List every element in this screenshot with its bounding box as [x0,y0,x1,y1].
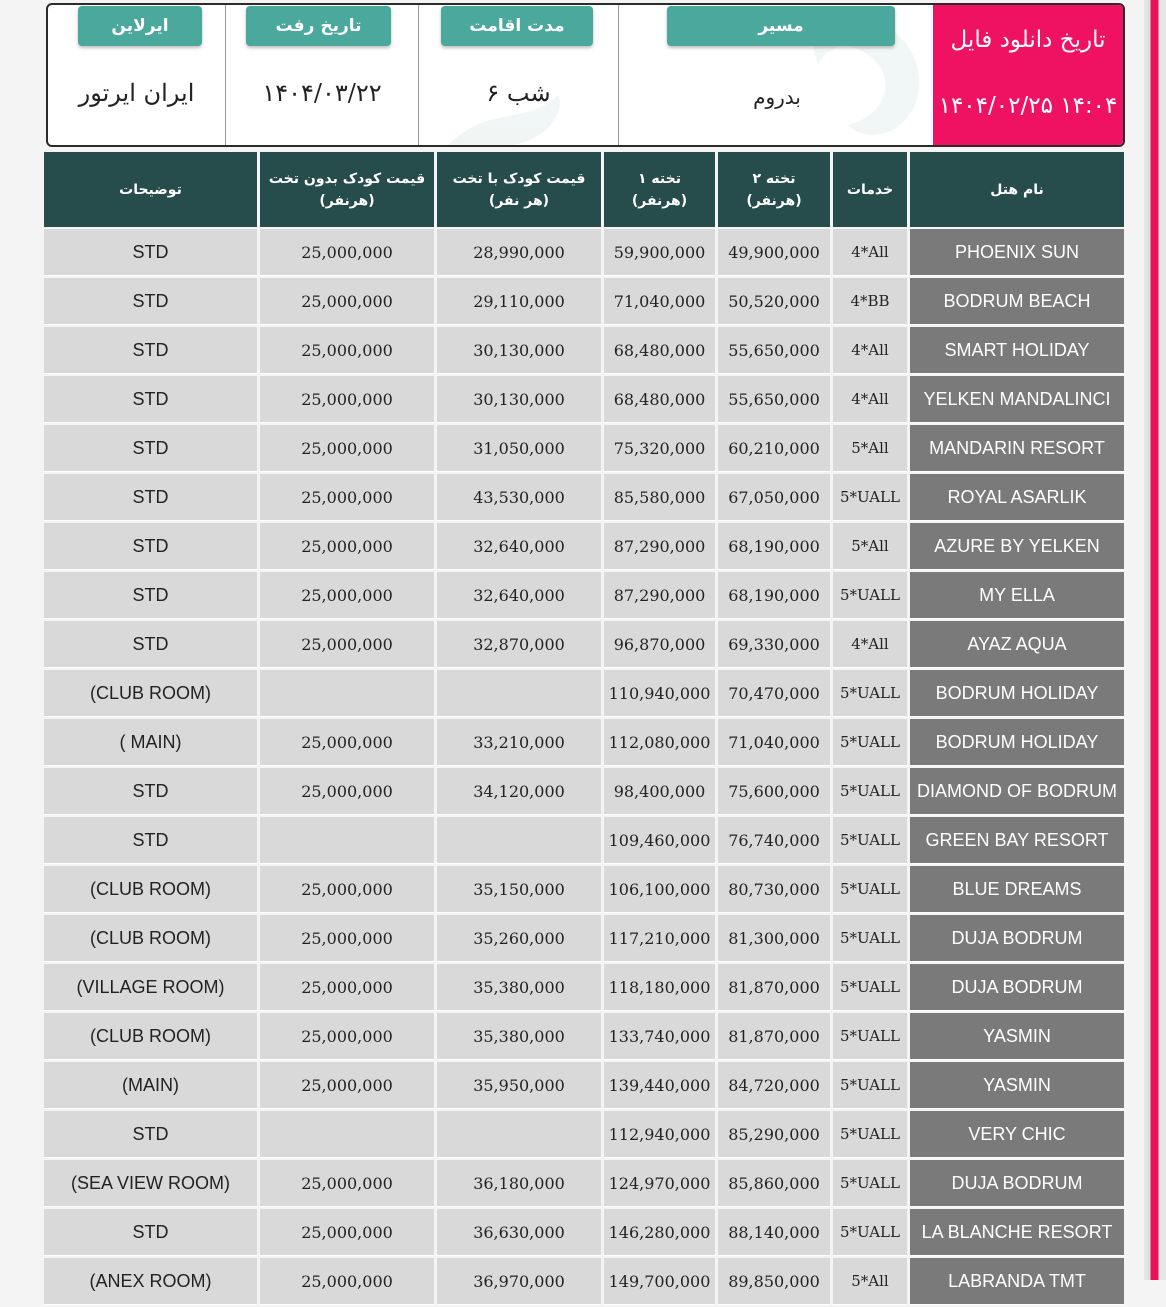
table-row [44,1258,1124,1305]
notes-cell: (CLUB ROOM) [44,866,257,913]
hotel-name-cell: BODRUM HOLIDAY [910,670,1124,717]
single-price-cell: 68,480,000 [604,376,715,423]
double-price-cell: 76,740,000 [718,817,830,864]
double-price-cell: 69,330,000 [718,621,830,668]
double-price-cell: 55,650,000 [718,327,830,374]
child-no-bed-price-cell: 25,000,000 [260,278,434,325]
depart-date-label: تاریخ رفت [246,6,391,46]
single-price-cell: 106,100,000 [604,866,715,913]
double-price-cell: 68,190,000 [718,523,830,570]
notes-cell: (VILLAGE ROOM) [44,964,257,1011]
notes-cell: STD [44,376,257,423]
column-header-double: ۲ تخته (هرنفر) [718,152,830,227]
hotel-name-cell: BLUE DREAMS [910,866,1124,913]
notes-cell: STD [44,1111,257,1158]
airline-value: ایران ایرتور [78,79,195,107]
hotel-name-cell: PHOENIX SUN [910,229,1124,276]
notes-cell: STD [44,425,257,472]
table-row [44,866,1124,913]
notes-cell: ( MAIN) [44,719,257,766]
route-label: مسیر [667,6,895,46]
column-header-child-with-bed: قیمت کودک با تخت (هر نفر) [437,152,601,227]
child-no-bed-price-cell: 25,000,000 [260,1062,434,1109]
double-price-cell: 71,040,000 [718,719,830,766]
route-value: بدروم [753,85,801,109]
single-price-cell: 139,440,000 [604,1062,715,1109]
services-cell: 5*UALL [833,964,907,1011]
child-with-bed-price-cell: 30,130,000 [437,376,601,423]
child-with-bed-price-cell [437,670,601,717]
child-no-bed-price-cell: 25,000,000 [260,1258,434,1305]
hotel-name-cell: GREEN BAY RESORT [910,817,1124,864]
double-price-cell: 50,520,000 [718,278,830,325]
child-no-bed-price-cell: 25,000,000 [260,425,434,472]
child-with-bed-price-cell: 35,380,000 [437,1013,601,1060]
single-price-cell: 117,210,000 [604,915,715,962]
child-with-bed-price-cell: 34,120,000 [437,768,601,815]
double-price-cell: 84,720,000 [718,1062,830,1109]
hotel-name-cell: YELKEN MANDALINCI [910,376,1124,423]
child-with-bed-price-cell [437,817,601,864]
double-price-cell: 88,140,000 [718,1209,830,1256]
single-price-cell: 149,700,000 [604,1258,715,1305]
child-with-bed-price-cell: 32,870,000 [437,621,601,668]
child-no-bed-price-cell: 25,000,000 [260,866,434,913]
double-price-cell: 70,470,000 [718,670,830,717]
table-row [44,817,1124,864]
table-row [44,768,1124,815]
column-header-services: خدمات [833,152,907,227]
double-price-cell: 89,850,000 [718,1258,830,1305]
child-with-bed-price-cell: 31,050,000 [437,425,601,472]
child-with-bed-price-cell: 32,640,000 [437,572,601,619]
table-row [44,719,1124,766]
double-price-cell: 55,650,000 [718,376,830,423]
child-with-bed-price-cell: 36,970,000 [437,1258,601,1305]
single-price-cell: 112,080,000 [604,719,715,766]
services-cell: 5*UALL [833,817,907,864]
double-price-cell: 60,210,000 [718,425,830,472]
hotel-name-cell: YASMIN [910,1013,1124,1060]
child-no-bed-price-cell: 25,000,000 [260,915,434,962]
page-edge [1144,0,1166,1280]
notes-cell: STD [44,474,257,521]
table-row [44,621,1124,668]
table-row [44,915,1124,962]
single-price-cell: 71,040,000 [604,278,715,325]
hotel-name-cell: MANDARIN RESORT [910,425,1124,472]
child-no-bed-price-cell: 25,000,000 [260,1013,434,1060]
notes-cell: STD [44,327,257,374]
double-price-cell: 80,730,000 [718,866,830,913]
column-header-single: ۱ تخته (هرنفر) [604,152,715,227]
notes-cell: (MAIN) [44,1062,257,1109]
single-price-cell: 133,740,000 [604,1013,715,1060]
child-with-bed-price-cell: 35,950,000 [437,1062,601,1109]
stay-duration-column [418,5,618,145]
double-price-cell: 49,900,000 [718,229,830,276]
table-row [44,1062,1124,1109]
double-price-cell: 67,050,000 [718,474,830,521]
services-cell: 5*UALL [833,719,907,766]
download-date-value: ۱۴۰۴/۰۲/۲۵ ۱۴:۰۴ [938,93,1118,119]
notes-cell: STD [44,523,257,570]
hotel-name-cell: YASMIN [910,1062,1124,1109]
notes-cell: STD [44,572,257,619]
child-no-bed-price-cell: 25,000,000 [260,229,434,276]
route-column [618,5,935,145]
child-no-bed-price-cell: 25,000,000 [260,572,434,619]
airline-label: ایرلاین [78,6,202,46]
double-price-cell: 75,600,000 [718,768,830,815]
single-price-cell: 109,460,000 [604,817,715,864]
hotel-name-cell: AYAZ AQUA [910,621,1124,668]
double-price-cell: 68,190,000 [718,572,830,619]
child-no-bed-price-cell [260,817,434,864]
services-cell: 5*UALL [833,1209,907,1256]
hotel-name-cell: ROYAL ASARLIK [910,474,1124,521]
hotel-name-cell: VERY CHIC [910,1111,1124,1158]
hotel-name-cell: DUJA BODRUM [910,1160,1124,1207]
table-row [44,474,1124,521]
notes-cell: STD [44,1209,257,1256]
child-no-bed-price-cell [260,1111,434,1158]
single-price-cell: 146,280,000 [604,1209,715,1256]
child-no-bed-price-cell: 25,000,000 [260,327,434,374]
hotel-name-cell: DUJA BODRUM [910,915,1124,962]
services-cell: 5*UALL [833,1111,907,1158]
child-no-bed-price-cell: 25,000,000 [260,768,434,815]
table-row [44,1013,1124,1060]
single-price-cell: 124,970,000 [604,1160,715,1207]
airline-column [48,5,225,145]
depart-date-column [225,5,418,145]
single-price-cell: 118,180,000 [604,964,715,1011]
child-with-bed-price-cell: 35,150,000 [437,866,601,913]
hotel-name-cell: SMART HOLIDAY [910,327,1124,374]
hotel-name-cell: LABRANDA TMT [910,1258,1124,1305]
single-price-cell: 112,940,000 [604,1111,715,1158]
child-no-bed-price-cell: 25,000,000 [260,719,434,766]
table-row [44,964,1124,1011]
table-row [44,670,1124,717]
download-date-box [933,5,1123,145]
table-row [44,376,1124,423]
hotel-name-cell: BODRUM BEACH [910,278,1124,325]
child-with-bed-price-cell: 33,210,000 [437,719,601,766]
notes-cell: (CLUB ROOM) [44,915,257,962]
hotel-name-cell: BODRUM HOLIDAY [910,719,1124,766]
child-no-bed-price-cell: 25,000,000 [260,621,434,668]
child-with-bed-price-cell [437,1111,601,1158]
notes-cell: STD [44,278,257,325]
notes-cell: (CLUB ROOM) [44,670,257,717]
table-row [44,523,1124,570]
single-price-cell: 98,400,000 [604,768,715,815]
child-no-bed-price-cell: 25,000,000 [260,523,434,570]
single-price-cell: 96,870,000 [604,621,715,668]
child-with-bed-price-cell: 36,180,000 [437,1160,601,1207]
child-with-bed-price-cell: 30,130,000 [437,327,601,374]
single-price-cell: 68,480,000 [604,327,715,374]
services-cell: 4*All [833,229,907,276]
child-with-bed-price-cell: 29,110,000 [437,278,601,325]
child-no-bed-price-cell: 25,000,000 [260,1160,434,1207]
services-cell: 4*BB [833,278,907,325]
double-price-cell: 85,860,000 [718,1160,830,1207]
double-price-cell: 81,870,000 [718,1013,830,1060]
services-cell: 5*UALL [833,866,907,913]
child-with-bed-price-cell: 35,380,000 [437,964,601,1011]
table-row [44,278,1124,325]
column-header-child-no-bed: قیمت کودک بدون تخت (هرنفر) [260,152,434,227]
single-price-cell: 85,580,000 [604,474,715,521]
table-row [44,1111,1124,1158]
child-no-bed-price-cell: 25,000,000 [260,964,434,1011]
table-header-row [44,152,1124,227]
download-date-title: تاریخ دانلود فایل [950,27,1106,53]
double-price-cell: 81,870,000 [718,964,830,1011]
stay-duration-label: مدت اقامت [441,6,593,46]
single-price-cell: 75,320,000 [604,425,715,472]
services-cell: 5*UALL [833,768,907,815]
services-cell: 5*UALL [833,915,907,962]
child-no-bed-price-cell [260,670,434,717]
table-row [44,1209,1124,1256]
table-row [44,572,1124,619]
services-cell: 5*All [833,425,907,472]
services-cell: 4*All [833,376,907,423]
double-price-cell: 85,290,000 [718,1111,830,1158]
table-row [44,425,1124,472]
hotel-name-cell: LA BLANCHE RESORT [910,1209,1124,1256]
notes-cell: (SEA VIEW ROOM) [44,1160,257,1207]
services-cell: 5*UALL [833,1062,907,1109]
notes-cell: STD [44,229,257,276]
notes-cell: (CLUB ROOM) [44,1013,257,1060]
services-cell: 4*All [833,621,907,668]
hotel-price-table [41,150,1127,1307]
hotel-name-cell: DUJA BODRUM [910,964,1124,1011]
table-row [44,1160,1124,1207]
stay-duration-value: ۶ شب [486,79,551,107]
single-price-cell: 59,900,000 [604,229,715,276]
services-cell: 5*UALL [833,474,907,521]
child-no-bed-price-cell: 25,000,000 [260,474,434,521]
tour-info-header [46,3,1125,147]
child-with-bed-price-cell: 35,260,000 [437,915,601,962]
hotel-name-cell: AZURE BY YELKEN [910,523,1124,570]
column-header-notes: توضیحات [44,152,257,227]
services-cell: 5*UALL [833,572,907,619]
hotel-name-cell: MY ELLA [910,572,1124,619]
child-with-bed-price-cell: 32,640,000 [437,523,601,570]
child-with-bed-price-cell: 28,990,000 [437,229,601,276]
table-row [44,327,1124,374]
services-cell: 5*UALL [833,1013,907,1060]
single-price-cell: 87,290,000 [604,572,715,619]
notes-cell: STD [44,621,257,668]
services-cell: 5*All [833,523,907,570]
child-no-bed-price-cell: 25,000,000 [260,1209,434,1256]
hotel-name-cell: DIAMOND OF BODRUM [910,768,1124,815]
double-price-cell: 81,300,000 [718,915,830,962]
notes-cell: (ANEX ROOM) [44,1258,257,1305]
depart-date-value: ۱۴۰۴/۰۳/۲۲ [262,79,382,107]
child-with-bed-price-cell: 43,530,000 [437,474,601,521]
notes-cell: STD [44,768,257,815]
services-cell: 5*All [833,1258,907,1305]
single-price-cell: 110,940,000 [604,670,715,717]
column-header-hotel: نام هتل [910,152,1124,227]
services-cell: 5*UALL [833,670,907,717]
notes-cell: STD [44,817,257,864]
table-row [44,229,1124,276]
child-with-bed-price-cell: 36,630,000 [437,1209,601,1256]
child-no-bed-price-cell: 25,000,000 [260,376,434,423]
services-cell: 4*All [833,327,907,374]
single-price-cell: 87,290,000 [604,523,715,570]
services-cell: 5*UALL [833,1160,907,1207]
